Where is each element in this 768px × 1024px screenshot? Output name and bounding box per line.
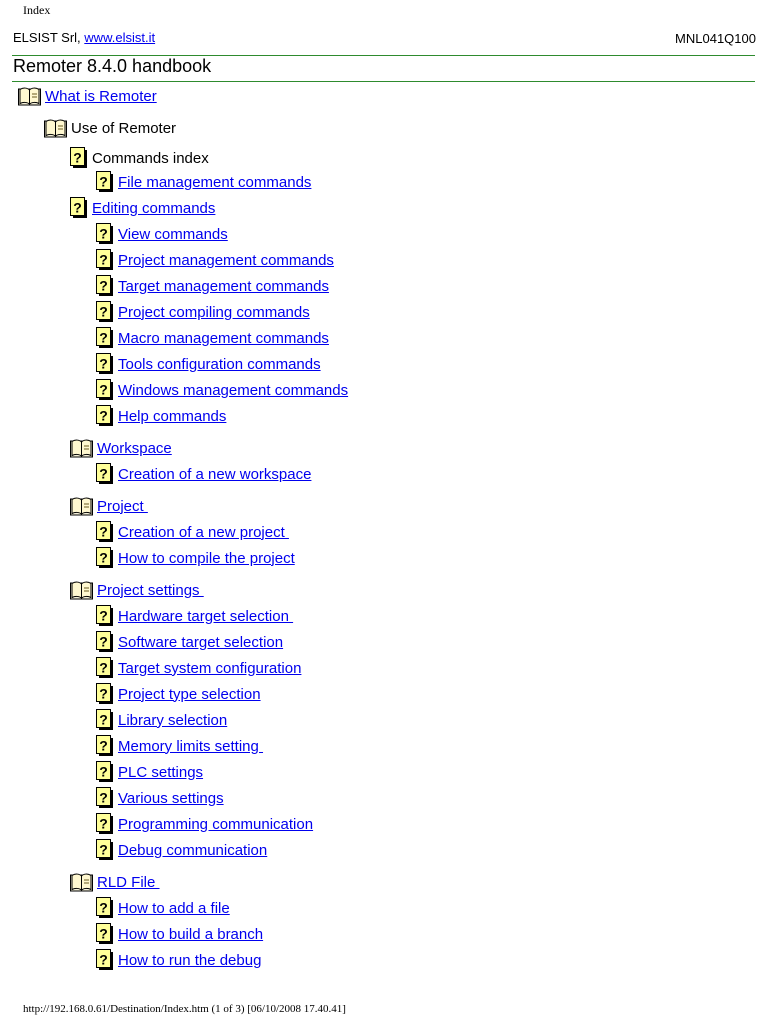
- toc-item-link[interactable]: Hardware target selection: [118, 607, 294, 625]
- svg-text:?: ?: [99, 225, 108, 242]
- svg-text:?: ?: [99, 355, 108, 372]
- svg-text:?: ?: [99, 523, 108, 540]
- toc-item: [44, 116, 176, 140]
- help-page-icon: [96, 353, 114, 375]
- book-icon: [70, 580, 93, 600]
- help-page-icon: [96, 605, 114, 627]
- toc-item-link[interactable]: How to compile the project: [118, 549, 295, 567]
- help-page-icon: [96, 683, 114, 705]
- svg-text:?: ?: [99, 465, 108, 482]
- svg-text:?: ?: [99, 329, 108, 346]
- help-page-icon: [96, 171, 114, 193]
- book-icon: [44, 118, 67, 138]
- toc-item-link[interactable]: Programming communication: [118, 815, 314, 833]
- toc-item[interactable]: [96, 760, 203, 784]
- toc-item[interactable]: [96, 604, 293, 628]
- svg-text:?: ?: [99, 789, 108, 806]
- svg-text:?: ?: [99, 607, 108, 624]
- book-icon: [70, 496, 93, 516]
- toc-item[interactable]: [96, 656, 301, 680]
- toc-item[interactable]: [96, 708, 227, 732]
- toc-item-link[interactable]: How to add a file: [118, 899, 230, 917]
- toc-item-link[interactable]: RLD File: [97, 873, 160, 891]
- toc-item-link[interactable]: How to build a branch: [118, 925, 264, 943]
- book-icon: [70, 438, 93, 458]
- help-page-icon: [96, 657, 114, 679]
- toc-item-link[interactable]: Editing commands: [92, 199, 216, 217]
- svg-text:?: ?: [99, 407, 108, 424]
- book-icon: [70, 872, 93, 892]
- toc-item-link[interactable]: Project compiling commands: [118, 303, 310, 321]
- help-page-icon: [96, 761, 114, 783]
- toc-item[interactable]: [96, 520, 289, 544]
- toc-item[interactable]: [96, 838, 267, 862]
- page-footer: http://192.168.0.61/Destination/Index.htm (1 of 3) [06/10/2008 17.40.41]: [23, 1003, 346, 1015]
- help-page-icon: [96, 275, 114, 297]
- help-page-icon: [70, 197, 88, 219]
- toc-item[interactable]: [70, 578, 204, 602]
- toc-item-link[interactable]: Creation of a new project: [118, 523, 289, 541]
- help-page-icon: [96, 949, 114, 971]
- help-page-icon: [96, 379, 114, 401]
- svg-text:?: ?: [99, 173, 108, 190]
- svg-text:?: ?: [99, 899, 108, 916]
- svg-text:?: ?: [99, 633, 108, 650]
- toc-item[interactable]: [96, 812, 313, 836]
- toc-item-link[interactable]: Workspace: [97, 439, 172, 457]
- title-divider: [12, 81, 755, 82]
- toc-item-link[interactable]: Project settings: [97, 581, 204, 599]
- toc-item-link[interactable]: Project: [97, 497, 148, 515]
- help-page-icon: [96, 735, 114, 757]
- toc-item-link[interactable]: Software target selection: [118, 633, 284, 651]
- help-page-icon: [96, 301, 114, 323]
- toc-item-link[interactable]: Tools configuration commands: [118, 355, 321, 373]
- toc-item-link[interactable]: PLC settings: [118, 763, 204, 781]
- toc-item[interactable]: [96, 404, 226, 428]
- svg-text:?: ?: [73, 149, 82, 166]
- toc-item-link[interactable]: Help commands: [118, 407, 227, 425]
- toc-item-link[interactable]: File management commands: [118, 173, 312, 191]
- toc-item[interactable]: [96, 378, 348, 402]
- toc-item-link[interactable]: Target management commands: [118, 277, 329, 295]
- help-page-icon: [96, 521, 114, 543]
- toc-item-link[interactable]: Project management commands: [118, 251, 334, 269]
- help-page-icon: [96, 631, 114, 653]
- help-page-icon: [96, 405, 114, 427]
- help-page-icon: [96, 839, 114, 861]
- svg-text:?: ?: [99, 685, 108, 702]
- toc-item[interactable]: [96, 462, 311, 486]
- svg-text:?: ?: [99, 381, 108, 398]
- toc-item[interactable]: [96, 948, 261, 972]
- toc-item[interactable]: [18, 84, 157, 108]
- toc-item-link[interactable]: What is Remoter: [45, 87, 157, 105]
- help-page-icon: [96, 923, 114, 945]
- svg-text:?: ?: [99, 303, 108, 320]
- toc-item-link[interactable]: Debug communication: [118, 841, 268, 859]
- help-page-icon: [96, 547, 114, 569]
- svg-text:?: ?: [99, 815, 108, 832]
- toc-item-label: Commands index: [92, 149, 209, 167]
- toc-item[interactable]: [96, 352, 321, 376]
- toc-item-link[interactable]: Memory limits setting: [118, 737, 264, 755]
- help-page-icon: [70, 147, 88, 169]
- svg-text:?: ?: [99, 841, 108, 858]
- toc-item-link[interactable]: Creation of a new workspace: [118, 465, 312, 483]
- toc-item-link[interactable]: How to run the debug: [118, 951, 262, 969]
- toc-item[interactable]: [70, 870, 160, 894]
- toc-item[interactable]: [96, 170, 311, 194]
- toc-item: [70, 146, 209, 170]
- toc-item-link[interactable]: View commands: [118, 225, 228, 243]
- toc-item-link[interactable]: Various settings: [118, 789, 224, 807]
- company-line: [13, 30, 155, 45]
- toc-item[interactable]: [96, 326, 329, 350]
- svg-text:?: ?: [99, 951, 108, 968]
- toc-item[interactable]: [96, 222, 228, 246]
- help-page-icon: [96, 463, 114, 485]
- toc-item-link[interactable]: Macro management commands: [118, 329, 329, 347]
- toc-item[interactable]: [70, 494, 148, 518]
- book-icon: [18, 86, 41, 106]
- toc-item[interactable]: [96, 248, 334, 272]
- toc-item[interactable]: [96, 546, 295, 570]
- svg-text:?: ?: [99, 277, 108, 294]
- toc-item[interactable]: [96, 682, 261, 706]
- help-page-icon: [96, 327, 114, 349]
- toc-item-label: Use of Remoter: [71, 119, 177, 137]
- help-page-icon: [96, 787, 114, 809]
- help-page-icon: [96, 813, 114, 835]
- company-website-link[interactable]: www.elsist.it: [84, 30, 156, 45]
- toc-item[interactable]: [70, 196, 215, 220]
- toc-item[interactable]: [96, 786, 224, 810]
- svg-text:?: ?: [99, 549, 108, 566]
- toc-item[interactable]: [70, 436, 172, 460]
- page-title: Remoter 8.4.0 handbook: [13, 56, 212, 76]
- toc-item-link[interactable]: Library selection: [118, 711, 228, 729]
- svg-text:?: ?: [99, 711, 108, 728]
- help-page-icon: [96, 897, 114, 919]
- toc-item[interactable]: [96, 734, 263, 758]
- toc-item[interactable]: [96, 922, 263, 946]
- toc-item-link[interactable]: Target system configuration: [118, 659, 302, 677]
- svg-text:?: ?: [99, 737, 108, 754]
- svg-text:?: ?: [73, 199, 82, 216]
- svg-text:?: ?: [99, 925, 108, 942]
- help-page-icon: [96, 709, 114, 731]
- help-page-icon: [96, 249, 114, 271]
- svg-text:?: ?: [99, 659, 108, 676]
- toc-item[interactable]: [96, 300, 310, 324]
- svg-text:?: ?: [99, 763, 108, 780]
- toc-item-link[interactable]: Project type selection: [118, 685, 261, 703]
- toc-item[interactable]: [96, 274, 329, 298]
- help-page-icon: [96, 223, 114, 245]
- page-header: Index: [23, 3, 51, 17]
- company-name: ELSIST Srl,: [13, 30, 85, 45]
- toc-item[interactable]: [96, 630, 283, 654]
- document-code: MNL041Q100: [675, 31, 756, 46]
- svg-text:?: ?: [99, 251, 108, 268]
- toc-item-link[interactable]: Windows management commands: [118, 381, 349, 399]
- toc-item[interactable]: [96, 896, 230, 920]
